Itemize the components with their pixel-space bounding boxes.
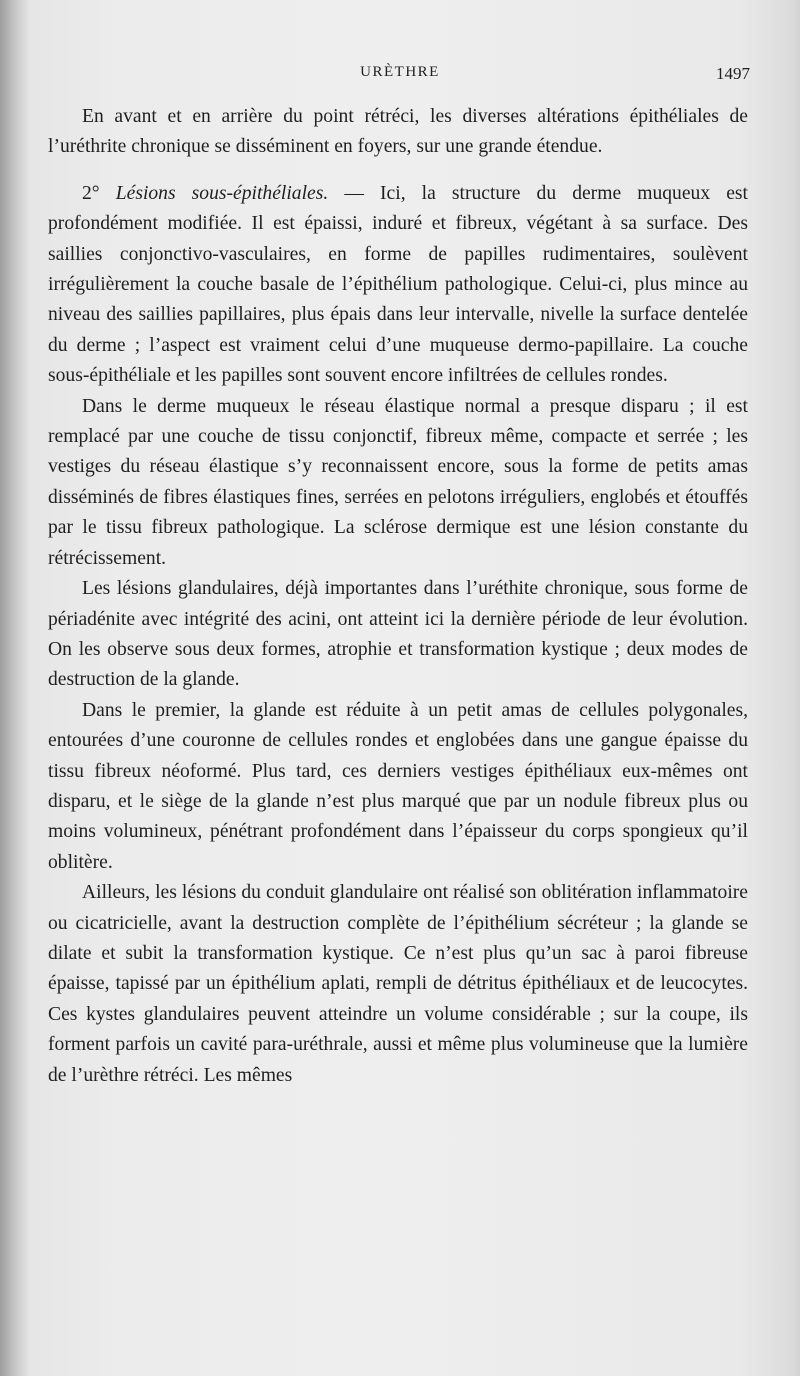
paragraph-4: [48, 574, 748, 696]
paragraph-text: Ailleurs, les lésions du conduit glandulaire ont réalisé son oblitération inflammatoire ou cicatricielle, avant la destruction complète de l’épithélium sécréteur ; la glande se dilate et subit la transformation kystique. Ce n’est plus qu’un sac à paroi fibreuse épaisse, tapissé par un épithélium aplati, rempli de détritus épithéliaux et de leucocytes. Ces kystes glandulaires peuvent atteindre un volume considérable ; sur la coupe, ils forment parfois un cavité para-uréthrale, aussi et même plus volumineuse que la lumière de l’urèthre rétréci. Les mêmes: [48, 882, 748, 1086]
paragraph-text: Dans le derme muqueux le réseau élastique normal a presque disparu ; il est remplacé par une couche de tissu conjonctif, fibreux même, compacte et serrée ; les vestiges du réseau élastique s’y reconnaissent encore, sous la forme de petits amas disséminés de fibres élastiques fines, serrées en pelotons irréguliers, englobés et étouffés par le tissu fibreux pathologique. La sclérose dermique est une lésion constante du rétrécissement.: [48, 395, 748, 569]
paragraph-2: [48, 179, 748, 392]
paragraph-text: En avant et en arrière du point rétréci, les diverses altérations épithéliales de l’uréthrite chronique se disséminent en foyers, sur une grande étendue.: [48, 106, 748, 158]
page-number: 1497: [716, 64, 750, 83]
paragraph-3: [48, 392, 748, 574]
paragraph-text: Dans le premier, la glande est réduite à un petit amas de cellules polygonales, entourées d’une couronne de cellules rondes et englobées dans une gangue épaisse du tissu fibreux néoformé. Plus tard, ces derniers vestiges épithéliaux eux-mêmes ont disparu, et le siège de la glande n’est plus marqué que par un nodule fibreux plus ou moins volumineux, pénétrant profondément dans l’épaisseur du corps spongieux qu’il oblitère.: [48, 699, 748, 873]
running-title: URÈTHRE: [360, 64, 440, 80]
paragraph-text: — Ici, la structure du derme muqueux est profondément modifiée. Il est épaissi, induré et fibreux, végétant à sa surface. Des saillies conjonctivo-vasculaires, en forme de papilles rudimentaires, soulèvent irrégulièrement la couche basale de l’épithélium pathologique. Celui-ci, plus mince au niveau des saillies papillaires, plus épais dans leur intervalle, nivelle la surface dentelée du derme ; l’aspect est vraiment celui d’une muqueuse dermo-papillaire. La couche sous-épithéliale et les papilles sont souvent encore infiltrées de cellules rondes.: [48, 182, 748, 387]
section-number: 2°: [82, 182, 100, 204]
paragraph-text: Les lésions glandulaires, déjà importantes dans l’uréthite chronique, sous forme de périadénite avec intégrité des acini, ont atteint ici la dernière période de leur évolution. On les observe sous deux formes, atrophie et transformation kystique ; deux modes de destruction de la glande.: [48, 578, 748, 691]
section-title: Lésions sous-épithéliales.: [115, 182, 329, 204]
running-head: [0, 64, 800, 90]
paragraph-5: [48, 696, 748, 878]
paragraph-1: [48, 102, 748, 163]
paragraph-6: [48, 878, 748, 1091]
body-text: [48, 102, 748, 1091]
